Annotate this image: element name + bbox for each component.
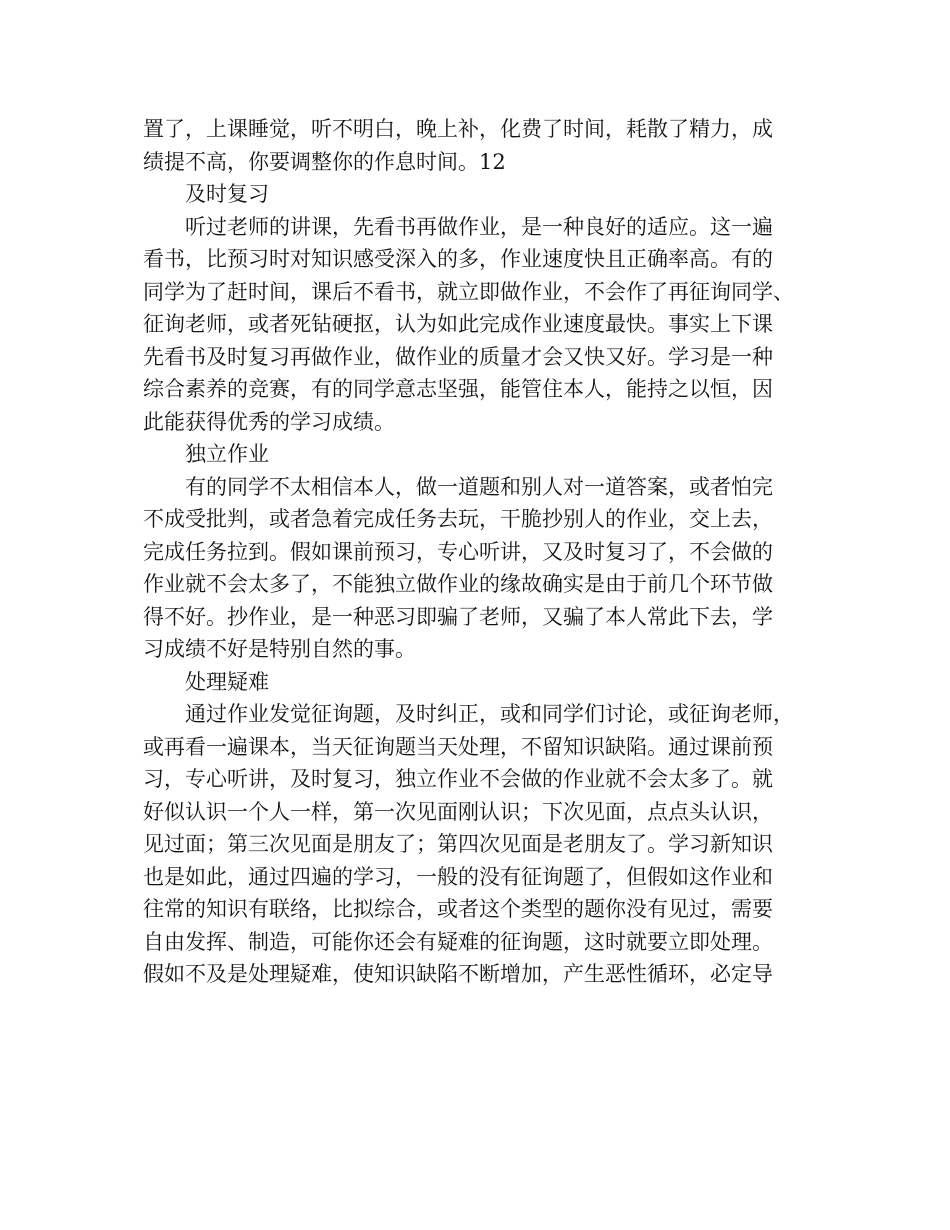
text-line: 得不好。抄作业，是一种恶习即骗了老师，又骗了本人常此下去，学 bbox=[143, 604, 773, 629]
text-line: 作业就不会太多了，不能独立做作业的缘故确实是由于前几个环节做 bbox=[143, 572, 773, 596]
text-line: 也是如此，通过四遍的学习，一般的没有征询题了，但假如这作业和 bbox=[143, 864, 773, 889]
text-line: 此能获得优秀的学习成绩。 bbox=[143, 409, 395, 434]
text-line: 见过面；第三次见面是朋友了；第四次见面是老朋友了。学习新知识 bbox=[143, 832, 773, 856]
text-line: 习，专心听讲，及时复习，独立作业不会做的作业就不会太多了。就 bbox=[143, 767, 773, 791]
text-line: 好似认识一个人一样，第一次见面刚认识；下次见面，点点头认识， bbox=[143, 799, 773, 824]
text-line: 通过作业发觉征询题，及时纠正，或和同学们讨论，或征询老师， bbox=[185, 702, 794, 726]
text-line: 先看书及时复习再做作业，做作业的质量才会又快又好。学习是一种 bbox=[143, 344, 773, 369]
text-line: 假如不及是处理疑难，使知识缺陷不断增加，产生恶性循环，必定导 bbox=[143, 962, 773, 986]
text-line: 独立作业 bbox=[185, 442, 269, 466]
text-line: 绩提不高，你要调整你的作息时间。12 bbox=[143, 149, 506, 174]
text-line: 不成受批判，或者急着完成任务去玩，干脆抄别人的作业，交上去， bbox=[143, 507, 773, 531]
text-line: 征询老师，或者死钻硬抠，认为如此完成作业速度最快。事实上下课 bbox=[143, 312, 773, 336]
text-line: 完成任务拉到。假如课前预习，专心听讲，又及时复习了，不会做的 bbox=[143, 539, 773, 564]
text-line: 看书，比预习时对知识感受深入的多，作业速度快且正确率高。有的 bbox=[143, 247, 773, 271]
text-line: 及时复习 bbox=[185, 182, 269, 206]
text-line: 有的同学不太相信本人，做一道题和别人对一道答案，或者怕完 bbox=[185, 474, 773, 499]
text-line: 或再看一遍课本，当天征询题当天处理，不留知识缺陷。通过课前预 bbox=[143, 734, 773, 759]
text-line: 听过老师的讲课，先看书再做作业，是一种良好的适应。这一遍 bbox=[185, 214, 773, 239]
text-line: 综合素养的竞赛，有的同学意志坚强，能管住本人，能持之以恒，因 bbox=[143, 377, 773, 401]
text-line: 置了，上课睡觉，听不明白，晚上补，化费了时间，耗散了精力，成 bbox=[143, 117, 773, 141]
text-line: 处理疑难 bbox=[185, 669, 269, 694]
document-body bbox=[143, 113, 823, 991]
text-line: 往常的知识有联络，比拟综合，或者这个类型的题你没有见过，需要 bbox=[143, 897, 773, 921]
text-line: 同学为了赶时间，课后不看书，就立即做作业，不会作了再征询同学、 bbox=[143, 279, 794, 304]
text-line: 自由发挥、制造，可能你还会有疑难的征询题，这时就要立即处理。 bbox=[143, 929, 773, 954]
text-line: 习成绩不好是特别自然的事。 bbox=[143, 637, 416, 661]
